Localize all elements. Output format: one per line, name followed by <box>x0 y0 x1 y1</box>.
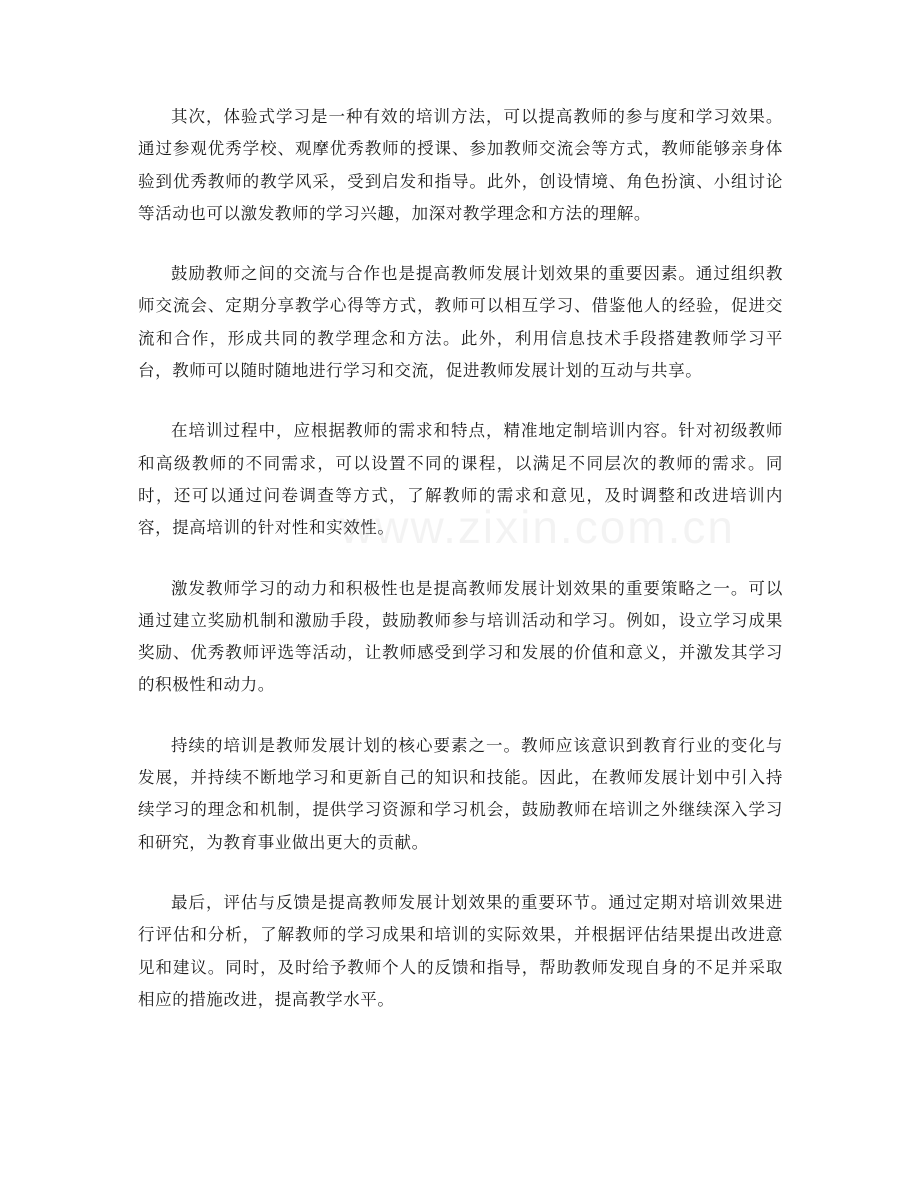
paragraph-experiential-learning: 其次，体验式学习是一种有效的培训方法，可以提高教师的参与度和学习效果。通过参观优秀学校、观摩优秀教师的授课、参加教师交流会等方式，教师能够亲身体验到优秀教师的教学风采，受到启发和指导。此外，创设情境、角色扮演、小组讨论等活动也可以激发教师的学习兴趣，加深对教学理念和方法的理解。 <box>138 107 783 223</box>
paragraph-customized-content: 在培训过程中，应根据教师的需求和特点，精准地定制培训内容。针对初级教师和高级教师的不同需求，可以设置不同的课程，以满足不同层次的教师的需求。同时，还可以通过问卷调查等方式，了解教师的需求和意见，及时调整和改进培训内容，提高培训的针对性和实效性。 <box>138 421 783 538</box>
paragraph-continuous-training: 持续的培训是教师发展计划的核心要素之一。教师应该意识到教育行业的变化与发展，并持续不断地学习和更新自己的知识和技能。因此，在教师发展计划中引入持续学习的理念和机制，提供学习资源和学习机会，鼓励教师在培训之外继续深入学习和研究，为教育事业做出更大的贡献。 <box>138 735 783 852</box>
paragraph-evaluation-feedback: 最后，评估与反馈是提高教师发展计划效果的重要环节。通过定期对培训效果进行评估和分析，了解教师的学习成果和培训的实际效果，并根据评估结果提出改进意见和建议。同时，及时给予教师个人的反馈和指导，帮助教师发现自身的不足并采取相应的措施改进，提高教学水平。 <box>138 892 783 1009</box>
paragraph-exchange-cooperation: 鼓励教师之间的交流与合作也是提高教师发展计划效果的重要因素。通过组织教师交流会、定期分享教学心得等方式，教师可以相互学习、借鉴他人的经验，促进交流和合作，形成共同的教学理念和方法。此外，利用信息技术手段搭建教师学习平台，教师可以随时随地进行学习和交流，促进教师发展计划的互动与共享。 <box>138 264 783 381</box>
document-body <box>138 101 783 1016</box>
paragraph-motivation: 激发教师学习的动力和积极性也是提高教师发展计划效果的重要策略之一。可以通过建立奖励机制和激励手段，鼓励教师参与培训活动和学习。例如，设立学习成果奖励、优秀教师评选等活动，让教师感受到学习和发展的价值和意义，并激发其学习的积极性和动力。 <box>138 578 783 695</box>
